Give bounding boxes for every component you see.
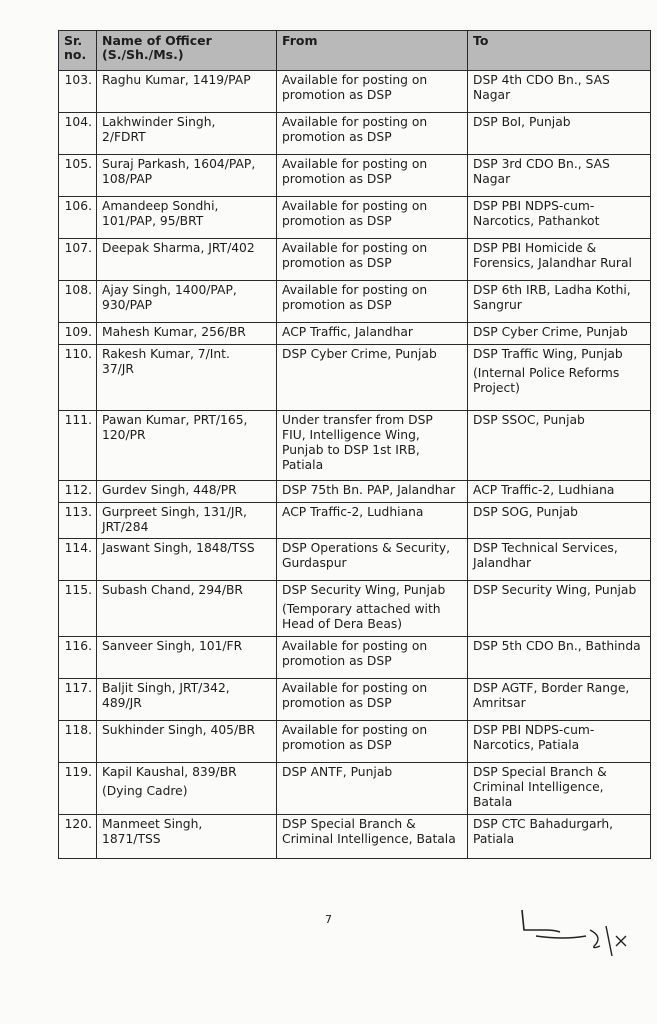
to-cell bbox=[468, 113, 651, 155]
sr-no-cell: 116. bbox=[59, 637, 97, 679]
cell-text-line: Pawan Kumar, PRT/165, bbox=[102, 413, 248, 427]
cell-text-line: 2/FDRT bbox=[102, 130, 146, 144]
cell-text-line: 489/JR bbox=[102, 696, 142, 710]
cell-text-line: ACP Traffic-2, Ludhiana bbox=[282, 505, 424, 519]
cell-text-line: FIU, Intelligence Wing, bbox=[282, 428, 420, 442]
cell-text-line: 108/PAP bbox=[102, 172, 153, 186]
cell-text-line: DSP 75th Bn. PAP, Jalandhar bbox=[282, 483, 456, 497]
cell-text-line: Available for posting on bbox=[282, 199, 428, 213]
table-row bbox=[59, 113, 651, 155]
cell-text-line: DSP PBI Homicide & bbox=[473, 241, 597, 255]
from-cell bbox=[277, 345, 468, 411]
cell-text-line: 930/PAP bbox=[102, 298, 153, 312]
cell-text-line: Jalandhar bbox=[473, 556, 532, 570]
cell-text-line: Available for posting on bbox=[282, 241, 428, 255]
cell-text-line: Sangrur bbox=[473, 298, 522, 312]
table-row bbox=[59, 503, 651, 539]
table-row bbox=[59, 481, 651, 503]
sr-no-cell: 112. bbox=[59, 481, 97, 503]
cell-text-line: DSP Traffic Wing, Punjab bbox=[473, 347, 623, 361]
cell-text-line: Forensics, Jalandhar Rural bbox=[473, 256, 632, 270]
from-cell bbox=[277, 71, 468, 113]
cell-text-line: Criminal Intelligence, Batala bbox=[282, 832, 456, 846]
to-cell bbox=[468, 503, 651, 539]
sr-no-cell: 118. bbox=[59, 721, 97, 763]
from-cell bbox=[277, 323, 468, 345]
cell-text-line: JRT/284 bbox=[102, 520, 149, 534]
cell-text-line: ACP Traffic-2, Ludhiana bbox=[473, 483, 615, 497]
sr-no-cell: 106. bbox=[59, 197, 97, 239]
cell-text-line: DSP Special Branch & bbox=[473, 765, 607, 779]
cell-text-line: Sanveer Singh, 101/FR bbox=[102, 639, 243, 653]
header-from: From bbox=[277, 31, 468, 71]
cell-note-line: Project) bbox=[473, 381, 520, 395]
cell-text-line: Jaswant Singh, 1848/TSS bbox=[102, 541, 255, 555]
cell-text-line: DSP 3rd CDO Bn., SAS bbox=[473, 157, 610, 171]
officer-name-cell bbox=[97, 637, 277, 679]
cell-text-line: Nagar bbox=[473, 172, 511, 186]
officer-name-cell bbox=[97, 113, 277, 155]
to-cell bbox=[468, 155, 651, 197]
table-row bbox=[59, 71, 651, 113]
officer-name-cell bbox=[97, 155, 277, 197]
handwritten-signature bbox=[516, 906, 646, 966]
table-row bbox=[59, 345, 651, 411]
cell-note-line: (Temporary attached with bbox=[282, 602, 441, 616]
from-cell bbox=[277, 113, 468, 155]
officer-name-cell bbox=[97, 239, 277, 281]
cell-text-line: DSP PBI NDPS-cum- bbox=[473, 199, 595, 213]
cell-text-line: Gurdev Singh, 448/PR bbox=[102, 483, 237, 497]
cell-text-line: Narcotics, Patiala bbox=[473, 738, 580, 752]
sr-no-cell: 117. bbox=[59, 679, 97, 721]
cell-text-line: Deepak Sharma, JRT/402 bbox=[102, 241, 255, 255]
from-cell bbox=[277, 721, 468, 763]
sr-no-cell: 108. bbox=[59, 281, 97, 323]
cell-text-line: Suraj Parkash, 1604/PAP, bbox=[102, 157, 256, 171]
to-cell bbox=[468, 481, 651, 503]
cell-text-line: DSP Operations & Security, bbox=[282, 541, 451, 555]
table-row bbox=[59, 411, 651, 481]
officer-name-cell bbox=[97, 503, 277, 539]
cell-text-line: 37/JR bbox=[102, 362, 134, 376]
cell-text-line: Manmeet Singh, bbox=[102, 817, 203, 831]
cell-text-line: Criminal Intelligence, bbox=[473, 780, 604, 794]
cell-text-line: Subash Chand, 294/BR bbox=[102, 583, 243, 597]
officer-name-cell bbox=[97, 815, 277, 859]
officer-name-cell bbox=[97, 679, 277, 721]
sr-no-cell: 107. bbox=[59, 239, 97, 281]
cell-text-line: Amritsar bbox=[473, 696, 526, 710]
officer-name-cell bbox=[97, 323, 277, 345]
from-cell bbox=[277, 539, 468, 581]
cell-text-line: promotion as DSP bbox=[282, 654, 392, 668]
cell-text-line: Ajay Singh, 1400/PAP, bbox=[102, 283, 237, 297]
cell-text-line: promotion as DSP bbox=[282, 696, 392, 710]
to-cell bbox=[468, 637, 651, 679]
from-cell bbox=[277, 239, 468, 281]
cell-text-line: Nagar bbox=[473, 88, 511, 102]
cell-text-line: DSP Technical Services, bbox=[473, 541, 618, 555]
table-row bbox=[59, 239, 651, 281]
cell-text-line: Kapil Kaushal, 839/BR bbox=[102, 765, 237, 779]
cell-text-line: DSP AGTF, Border Range, bbox=[473, 681, 630, 695]
sr-no-cell: 110. bbox=[59, 345, 97, 411]
cell-text-line: promotion as DSP bbox=[282, 256, 392, 270]
cell-text-line: DSP ANTF, Punjab bbox=[282, 765, 393, 779]
officer-name-cell bbox=[97, 539, 277, 581]
table-row bbox=[59, 815, 651, 859]
to-cell bbox=[468, 239, 651, 281]
officer-name-cell bbox=[97, 281, 277, 323]
officer-name-cell bbox=[97, 411, 277, 481]
table-row bbox=[59, 323, 651, 345]
table-row bbox=[59, 155, 651, 197]
transfer-table bbox=[58, 30, 651, 859]
sr-no-cell: 115. bbox=[59, 581, 97, 637]
header-to: To bbox=[468, 31, 651, 71]
from-cell bbox=[277, 155, 468, 197]
from-cell bbox=[277, 763, 468, 815]
to-cell bbox=[468, 323, 651, 345]
officer-name-cell bbox=[97, 581, 277, 637]
cell-text-line: Rakesh Kumar, 7/Int. bbox=[102, 347, 230, 361]
table-row bbox=[59, 281, 651, 323]
cell-text-line: Gurdaspur bbox=[282, 556, 347, 570]
page-number: 7 bbox=[325, 913, 332, 926]
from-cell bbox=[277, 503, 468, 539]
cell-text-line: ACP Traffic, Jalandhar bbox=[282, 325, 413, 339]
cell-text-line: Narcotics, Pathankot bbox=[473, 214, 600, 228]
cell-text-line: DSP Security Wing, Punjab bbox=[282, 583, 446, 597]
cell-text-line: Baljit Singh, JRT/342, bbox=[102, 681, 230, 695]
to-cell bbox=[468, 815, 651, 859]
cell-text-line: DSP 6th IRB, Ladha Kothi, bbox=[473, 283, 631, 297]
from-cell bbox=[277, 481, 468, 503]
table-row bbox=[59, 581, 651, 637]
cell-text-line: Mahesh Kumar, 256/BR bbox=[102, 325, 246, 339]
cell-text-line: DSP PBI NDPS-cum- bbox=[473, 723, 595, 737]
officer-name-cell bbox=[97, 763, 277, 815]
cell-text-line: DSP SOG, Punjab bbox=[473, 505, 578, 519]
cell-text-line: DSP 5th CDO Bn., Bathinda bbox=[473, 639, 641, 653]
cell-text-line: DSP Security Wing, Punjab bbox=[473, 583, 637, 597]
cell-text-line: Lakhwinder Singh, bbox=[102, 115, 216, 129]
officer-name-cell bbox=[97, 481, 277, 503]
sr-no-cell: 103. bbox=[59, 71, 97, 113]
cell-text-line: Raghu Kumar, 1419/PAP bbox=[102, 73, 251, 87]
to-cell bbox=[468, 71, 651, 113]
officer-name-cell bbox=[97, 345, 277, 411]
cell-text-line: Available for posting on bbox=[282, 157, 428, 171]
cell-text-line: DSP Cyber Crime, Punjab bbox=[282, 347, 437, 361]
table-row bbox=[59, 679, 651, 721]
cell-text-line: promotion as DSP bbox=[282, 172, 392, 186]
sr-no-cell: 114. bbox=[59, 539, 97, 581]
cell-text-line: Patiala bbox=[473, 832, 515, 846]
from-cell bbox=[277, 281, 468, 323]
to-cell bbox=[468, 581, 651, 637]
to-cell bbox=[468, 539, 651, 581]
to-cell bbox=[468, 345, 651, 411]
cell-text-line: Under transfer from DSP bbox=[282, 413, 433, 427]
from-cell bbox=[277, 581, 468, 637]
from-cell bbox=[277, 815, 468, 859]
cell-text-line: Available for posting on bbox=[282, 681, 428, 695]
table-header-row bbox=[59, 31, 651, 71]
sr-no-cell: 120. bbox=[59, 815, 97, 859]
cell-text-line: Sukhinder Singh, 405/BR bbox=[102, 723, 256, 737]
to-cell bbox=[468, 197, 651, 239]
cell-text-line: DSP SSOC, Punjab bbox=[473, 413, 585, 427]
table-row bbox=[59, 721, 651, 763]
cell-text-line: promotion as DSP bbox=[282, 130, 392, 144]
cell-text-line: Available for posting on bbox=[282, 73, 428, 87]
table-row bbox=[59, 763, 651, 815]
to-cell bbox=[468, 679, 651, 721]
sr-no-cell: 109. bbox=[59, 323, 97, 345]
officer-name-cell bbox=[97, 71, 277, 113]
cell-note-line: (Dying Cadre) bbox=[102, 784, 188, 798]
from-cell bbox=[277, 679, 468, 721]
cell-note-line: Head of Dera Beas) bbox=[282, 617, 403, 631]
sr-no-cell: 104. bbox=[59, 113, 97, 155]
sr-no-cell: 119. bbox=[59, 763, 97, 815]
cell-text-line: promotion as DSP bbox=[282, 88, 392, 102]
sr-no-cell: 111. bbox=[59, 411, 97, 481]
header-name-of-officer: Name of Officer (S./Sh./Ms.) bbox=[97, 31, 277, 71]
header-sr-no: Sr. no. bbox=[59, 31, 97, 71]
cell-text-line: Amandeep Sondhi, bbox=[102, 199, 219, 213]
cell-text-line: DSP Cyber Crime, Punjab bbox=[473, 325, 628, 339]
cell-note-line: (Internal Police Reforms bbox=[473, 366, 620, 380]
from-cell bbox=[277, 411, 468, 481]
cell-text-line: DSP BoI, Punjab bbox=[473, 115, 571, 129]
officer-name-cell bbox=[97, 197, 277, 239]
cell-text-line: Punjab to DSP 1st IRB, bbox=[282, 443, 420, 457]
table-row bbox=[59, 197, 651, 239]
sr-no-cell: 105. bbox=[59, 155, 97, 197]
officer-name-cell bbox=[97, 721, 277, 763]
from-cell bbox=[277, 197, 468, 239]
cell-text-line: 101/PAP, 95/BRT bbox=[102, 214, 204, 228]
cell-text-line: Patiala bbox=[282, 458, 324, 472]
cell-text-line: 120/PR bbox=[102, 428, 146, 442]
table-row bbox=[59, 539, 651, 581]
cell-text-line: promotion as DSP bbox=[282, 298, 392, 312]
cell-text-line: 1871/TSS bbox=[102, 832, 161, 846]
cell-text-line: Batala bbox=[473, 795, 513, 809]
cell-text-line: DSP 4th CDO Bn., SAS bbox=[473, 73, 610, 87]
table-row bbox=[59, 637, 651, 679]
cell-text-line: DSP CTC Bahadurgarh, bbox=[473, 817, 614, 831]
to-cell bbox=[468, 411, 651, 481]
cell-text-line: Available for posting on bbox=[282, 115, 428, 129]
to-cell bbox=[468, 763, 651, 815]
cell-text-line: Available for posting on bbox=[282, 283, 428, 297]
cell-text-line: Available for posting on bbox=[282, 723, 428, 737]
cell-text-line: Gurpreet Singh, 131/JR, bbox=[102, 505, 247, 519]
cell-text-line: promotion as DSP bbox=[282, 214, 392, 228]
from-cell bbox=[277, 637, 468, 679]
sr-no-cell: 113. bbox=[59, 503, 97, 539]
cell-text-line: DSP Special Branch & bbox=[282, 817, 416, 831]
to-cell bbox=[468, 281, 651, 323]
cell-text-line: Available for posting on bbox=[282, 639, 428, 653]
to-cell bbox=[468, 721, 651, 763]
cell-text-line: promotion as DSP bbox=[282, 738, 392, 752]
table-body bbox=[59, 71, 651, 859]
